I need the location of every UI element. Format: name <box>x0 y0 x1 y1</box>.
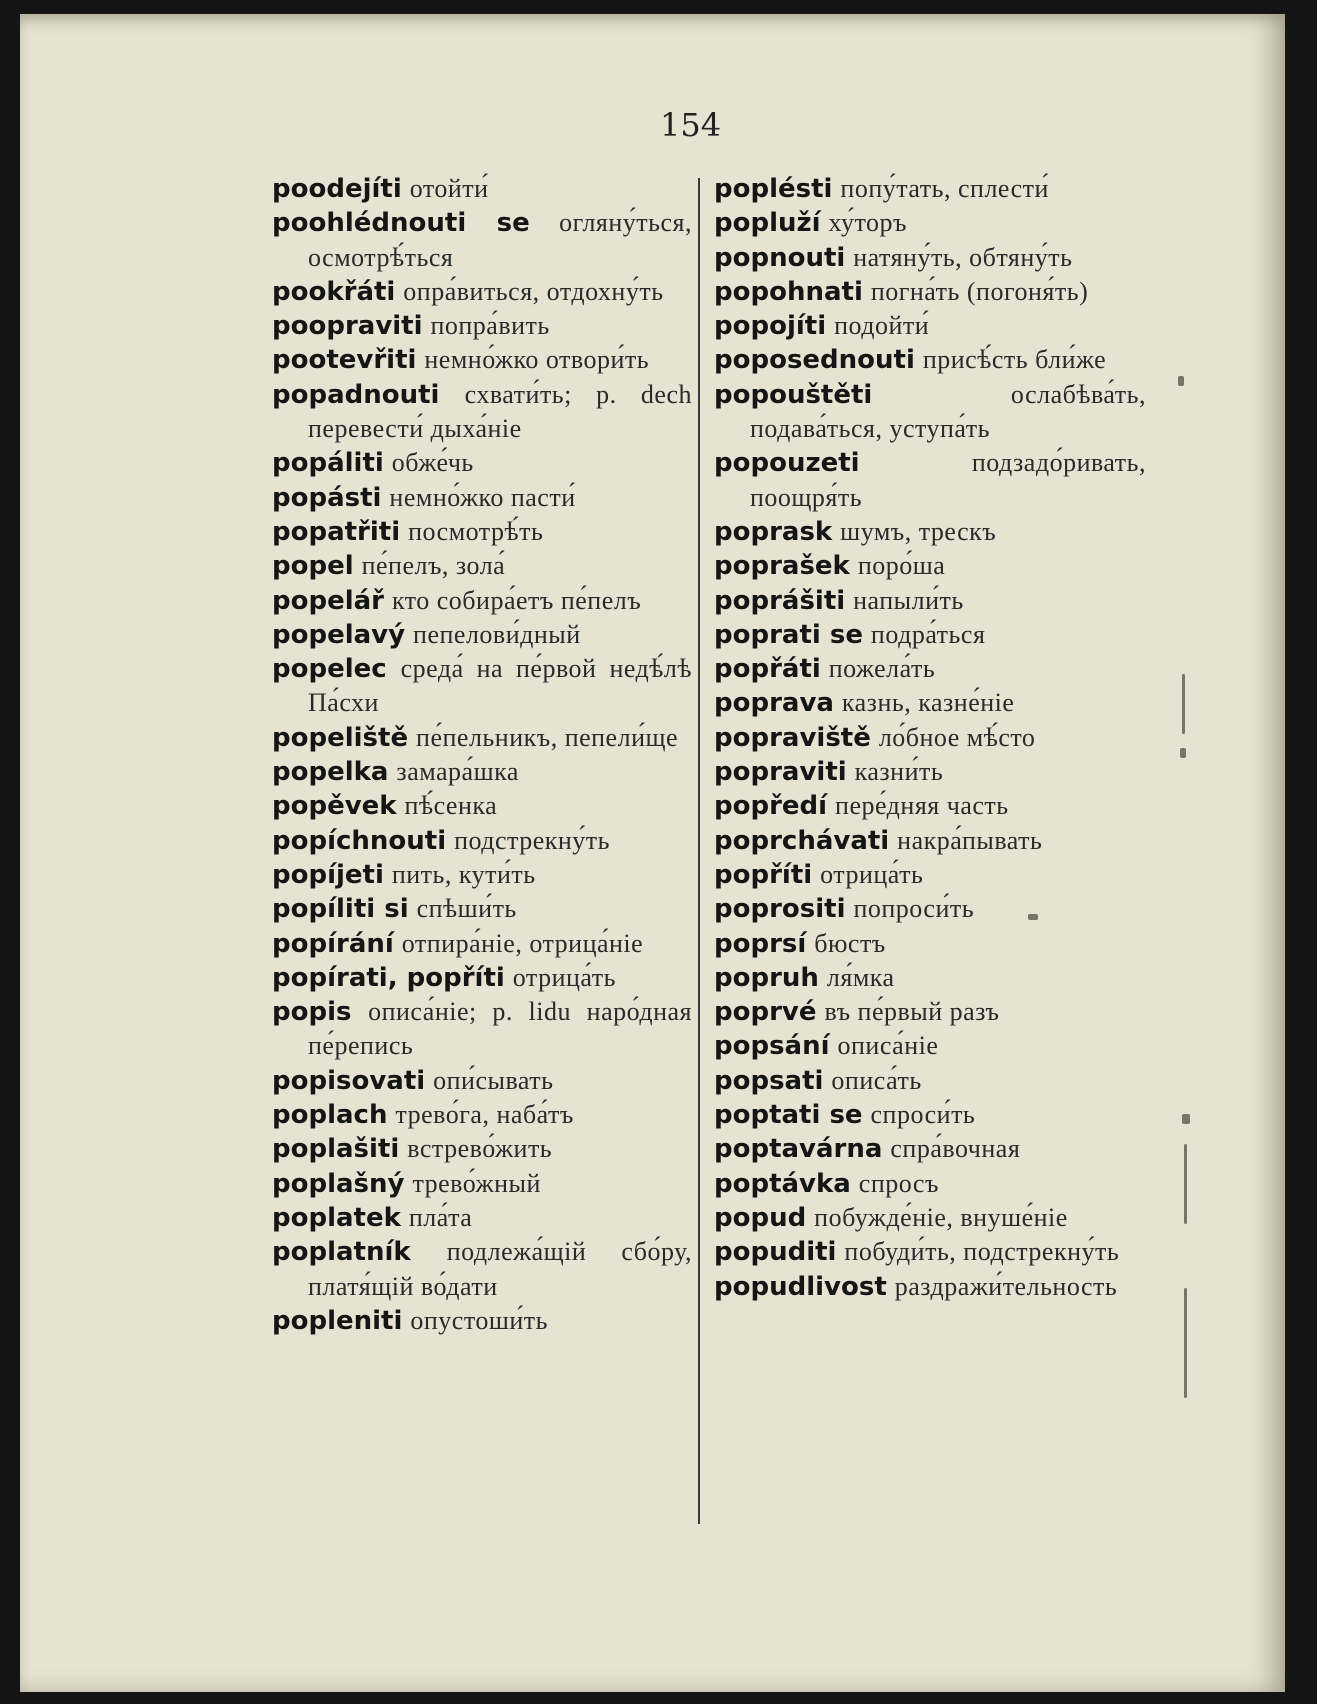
entry-translation: спра́вочная <box>890 1134 1021 1164</box>
entry-headword: popuditi <box>714 1237 837 1268</box>
dictionary-entry <box>272 892 692 926</box>
entry-translation: натяну́ть, обтяну́ть <box>853 242 1073 272</box>
entry-translation: опи́сывать <box>433 1065 554 1095</box>
entry-translation: подлежа́щій сбо́ру, платя́щій во́дати <box>308 1237 692 1301</box>
entry-translation: подойти́ <box>834 311 930 341</box>
dictionary-entry <box>714 172 1146 206</box>
entry-headword: popěvek <box>272 791 397 822</box>
dictionary-entry <box>272 515 692 549</box>
dictionary-entry <box>714 1201 1146 1235</box>
dictionary-entry <box>272 343 692 377</box>
margin-mark <box>1028 914 1038 920</box>
entry-translation: подстрекну́ть <box>454 825 611 855</box>
margin-mark <box>1178 376 1184 386</box>
dictionary-entry <box>272 549 692 583</box>
dictionary-entry <box>272 1235 692 1304</box>
entry-translation: ослабѣва́ть, подава́ться, уступа́ть <box>750 379 1146 444</box>
dictionary-entry <box>272 618 692 652</box>
entry-translation: огляну́ться, осмотрѣ́ться <box>308 208 693 272</box>
dictionary-entry <box>714 1235 1146 1269</box>
entry-translation: немно́жко отвори́ть <box>424 345 650 375</box>
dictionary-entry <box>272 1064 692 1098</box>
dictionary-entry <box>714 618 1146 652</box>
dictionary-entry <box>714 995 1146 1029</box>
entry-headword: poprašek <box>714 551 850 582</box>
entry-headword: popředí <box>714 791 828 822</box>
dictionary-entry <box>272 1167 692 1201</box>
entry-headword: popřáti <box>714 654 821 685</box>
dictionary-entry <box>272 721 692 755</box>
dictionary-entry <box>272 1098 692 1132</box>
entry-headword: popelavý <box>272 619 406 650</box>
entry-translation: побужде́ніе, внуше́ніе <box>814 1202 1068 1232</box>
entry-translation: попроси́ть <box>853 894 975 924</box>
entry-translation: посмотрѣ́ть <box>408 516 544 546</box>
dictionary-entry <box>714 206 1146 240</box>
dictionary-entry <box>272 961 692 995</box>
entry-headword: popisovati <box>272 1065 426 1096</box>
entry-headword: popleniti <box>272 1305 403 1336</box>
entry-headword: pootevřiti <box>272 345 417 376</box>
entry-translation: ля́мка <box>826 962 895 992</box>
right-column <box>714 172 1146 1304</box>
dictionary-entry <box>714 789 1146 823</box>
dictionary-entry <box>272 1304 692 1338</box>
dictionary-entry <box>714 446 1146 515</box>
entry-translation: попра́вить <box>430 311 550 341</box>
dictionary-entry <box>272 446 692 480</box>
dictionary-entry <box>714 961 1146 995</box>
entry-headword: popírání <box>272 928 394 959</box>
dictionary-entry <box>272 995 692 1064</box>
dictionary-entry <box>272 206 692 275</box>
entry-headword: popohnati <box>714 276 863 307</box>
entry-translation: казнь, казне́ніе <box>841 688 1015 718</box>
dictionary-entry <box>272 172 692 206</box>
entry-translation: пла́та <box>408 1202 473 1232</box>
entry-headword: poopraviti <box>272 311 423 342</box>
entry-headword: popeliště <box>272 722 409 753</box>
entry-headword: poptati se <box>714 1100 863 1131</box>
entry-translation: среда́ на пе́рвой недѣ́лѣ Па́схи <box>308 654 692 718</box>
entry-translation: подзадо́ривать, поощря́ть <box>750 448 1146 512</box>
entry-translation: казни́ть <box>854 757 944 787</box>
entry-translation: спроси́ть <box>870 1100 976 1130</box>
entry-translation: пе́пельникъ, пепели́ще <box>416 722 679 752</box>
entry-translation: пожела́ть <box>828 654 936 684</box>
entry-translation: встрево́жить <box>407 1134 553 1164</box>
dictionary-entry <box>714 824 1146 858</box>
entry-translation: трево́га, наба́тъ <box>395 1100 574 1130</box>
entry-headword: poplésti <box>714 174 833 204</box>
entry-translation: напыли́ть <box>853 585 964 615</box>
dictionary-entry <box>714 343 1146 377</box>
margin-mark <box>1182 1114 1190 1124</box>
dictionary-entry <box>714 1064 1146 1098</box>
entry-headword: poprášiti <box>714 585 846 616</box>
entry-translation: немно́жко пасти́ <box>389 482 576 512</box>
dictionary-entry <box>272 584 692 618</box>
entry-translation: трево́жный <box>412 1168 541 1198</box>
dictionary-entry <box>714 1132 1146 1166</box>
entry-translation: ху́торъ <box>828 208 907 238</box>
dictionary-entry <box>714 755 1146 789</box>
entry-headword: popouštěti <box>714 379 873 410</box>
entry-headword: poplach <box>272 1100 388 1131</box>
entry-translation: накра́пывать <box>897 825 1043 855</box>
dictionary-entry <box>272 481 692 515</box>
entry-headword: poptavárna <box>714 1134 883 1165</box>
entry-headword: popraviště <box>714 722 871 753</box>
entry-translation: описа́ніе; p. lidu наро́дная пе́репись <box>308 997 692 1061</box>
entry-headword: poptávka <box>714 1168 851 1199</box>
entry-translation: бюстъ <box>814 928 886 958</box>
dictionary-entry <box>714 275 1146 309</box>
entry-translation: въ пе́рвый разъ <box>824 997 1000 1027</box>
column-divider <box>698 178 700 1524</box>
entry-headword: poprava <box>714 688 834 719</box>
entry-translation: побуди́ть, подстрекну́ть <box>844 1237 1120 1267</box>
entry-headword: poplašiti <box>272 1134 400 1165</box>
dictionary-entry <box>272 378 692 447</box>
dictionary-entry <box>714 927 1146 961</box>
dictionary-entry <box>272 1132 692 1166</box>
entry-translation: ло́бное мѣ́сто <box>878 722 1036 752</box>
entry-headword: popíliti si <box>272 894 409 925</box>
entry-headword: popouzeti <box>714 448 860 479</box>
dictionary-entry <box>714 1167 1146 1201</box>
entry-translation: пѣ́сенка <box>404 791 498 821</box>
entry-headword: popásti <box>272 482 382 513</box>
dictionary-entry <box>714 1270 1146 1304</box>
entry-translation: раздражи́тельность <box>894 1271 1118 1301</box>
dictionary-entry <box>272 1201 692 1235</box>
entry-translation: описа́ть <box>831 1065 922 1095</box>
entry-translation: кто собира́етъ пе́пелъ <box>391 585 642 615</box>
dictionary-entry <box>714 721 1146 755</box>
dictionary-entry <box>714 652 1146 686</box>
entry-translation: подра́ться <box>870 619 986 649</box>
entry-translation: шумъ, трескъ <box>840 516 997 546</box>
entry-headword: popraviti <box>714 757 847 788</box>
entry-translation: спросъ <box>858 1168 939 1198</box>
entry-headword: popírati, popříti <box>272 962 505 993</box>
entry-translation: спѣши́ть <box>416 894 517 924</box>
dictionary-entry <box>272 927 692 961</box>
dictionary-entry <box>714 515 1146 549</box>
entry-translation: пепелови́дный <box>413 619 581 649</box>
dictionary-entry <box>272 858 692 892</box>
entry-headword: poprchávati <box>714 825 890 856</box>
entry-translation: отрица́ть <box>820 859 924 889</box>
entry-headword: popis <box>272 997 352 1028</box>
entry-headword: popnouti <box>714 242 846 273</box>
entry-headword: popelec <box>272 654 387 685</box>
entry-headword: poplatek <box>272 1202 401 1233</box>
page-number: 154 <box>660 106 722 144</box>
entry-headword: popříti <box>714 859 813 890</box>
entry-translation: пить, кути́ть <box>391 859 536 889</box>
entry-headword: poprsí <box>714 928 807 959</box>
entry-translation: отойти́ <box>409 174 489 203</box>
entry-headword: poplatník <box>272 1237 411 1268</box>
dictionary-page <box>20 14 1285 1692</box>
entry-headword: poposednouti <box>714 345 915 376</box>
entry-headword: popojíti <box>714 311 827 342</box>
entry-headword: poprati se <box>714 619 863 650</box>
entry-translation: отпира́ніе, отрица́ніе <box>401 928 644 958</box>
dictionary-entry <box>272 824 692 858</box>
entry-translation: обже́чь <box>391 448 474 478</box>
entry-translation: отрица́ть <box>512 962 617 992</box>
entry-headword: poprask <box>714 516 833 547</box>
margin-mark <box>1182 674 1185 734</box>
entry-headword: poodejíti <box>272 174 402 204</box>
entry-headword: popsati <box>714 1065 824 1096</box>
entry-translation: погна́ть (погоня́ть) <box>870 276 1089 306</box>
entry-headword: popsání <box>714 1031 830 1062</box>
entry-headword: popáliti <box>272 448 384 479</box>
entry-headword: popatřiti <box>272 516 401 547</box>
dictionary-entry <box>714 378 1146 447</box>
dictionary-entry <box>714 241 1146 275</box>
dictionary-entry <box>714 549 1146 583</box>
entry-headword: popíchnouti <box>272 825 447 856</box>
entry-translation: замара́шка <box>396 757 519 787</box>
dictionary-entry <box>714 858 1146 892</box>
dictionary-entry <box>714 686 1146 720</box>
entry-translation: опустоши́ть <box>410 1305 548 1335</box>
dictionary-entry <box>714 584 1146 618</box>
entry-headword: poprvé <box>714 997 817 1028</box>
margin-mark <box>1184 1144 1187 1224</box>
entry-translation: пере́дняя часть <box>835 791 1009 821</box>
left-column <box>272 172 692 1338</box>
entry-headword: popud <box>714 1202 807 1233</box>
entry-headword: poprositi <box>714 894 846 925</box>
entry-headword: popruh <box>714 962 819 993</box>
dictionary-entry <box>272 755 692 789</box>
dictionary-entry <box>272 652 692 721</box>
entry-headword: poplašný <box>272 1168 405 1199</box>
entry-headword: popel <box>272 551 354 582</box>
entry-headword: poohlédnouti se <box>272 208 530 239</box>
dictionary-entry <box>714 892 1146 926</box>
dictionary-entry <box>714 309 1146 343</box>
dictionary-entry <box>714 1029 1146 1063</box>
entry-headword: popelka <box>272 757 389 788</box>
entry-headword: pookřáti <box>272 276 396 307</box>
entry-headword: popudlivost <box>714 1271 887 1302</box>
entry-translation: попу́тать, сплести́ <box>840 174 1049 203</box>
entry-headword: popelář <box>272 585 384 616</box>
dictionary-entry <box>714 1098 1146 1132</box>
entry-translation: схвати́ть; p. dech перевести́ дыха́ніе <box>308 379 692 444</box>
entry-translation: описа́ніе <box>837 1031 939 1061</box>
dictionary-entry <box>272 789 692 823</box>
dictionary-entry <box>272 309 692 343</box>
entry-headword: popluží <box>714 208 821 239</box>
margin-mark <box>1180 748 1186 758</box>
entry-translation: поро́ша <box>857 551 946 581</box>
entry-translation: пе́пелъ, зола́ <box>361 551 506 581</box>
dictionary-entry <box>272 275 692 309</box>
entry-headword: popadnouti <box>272 379 440 410</box>
margin-mark <box>1184 1288 1187 1398</box>
entry-translation: присѣ́сть бли́же <box>922 345 1107 375</box>
entry-translation: опра́виться, отдохну́ть <box>403 276 664 306</box>
entry-headword: popíjeti <box>272 859 384 890</box>
